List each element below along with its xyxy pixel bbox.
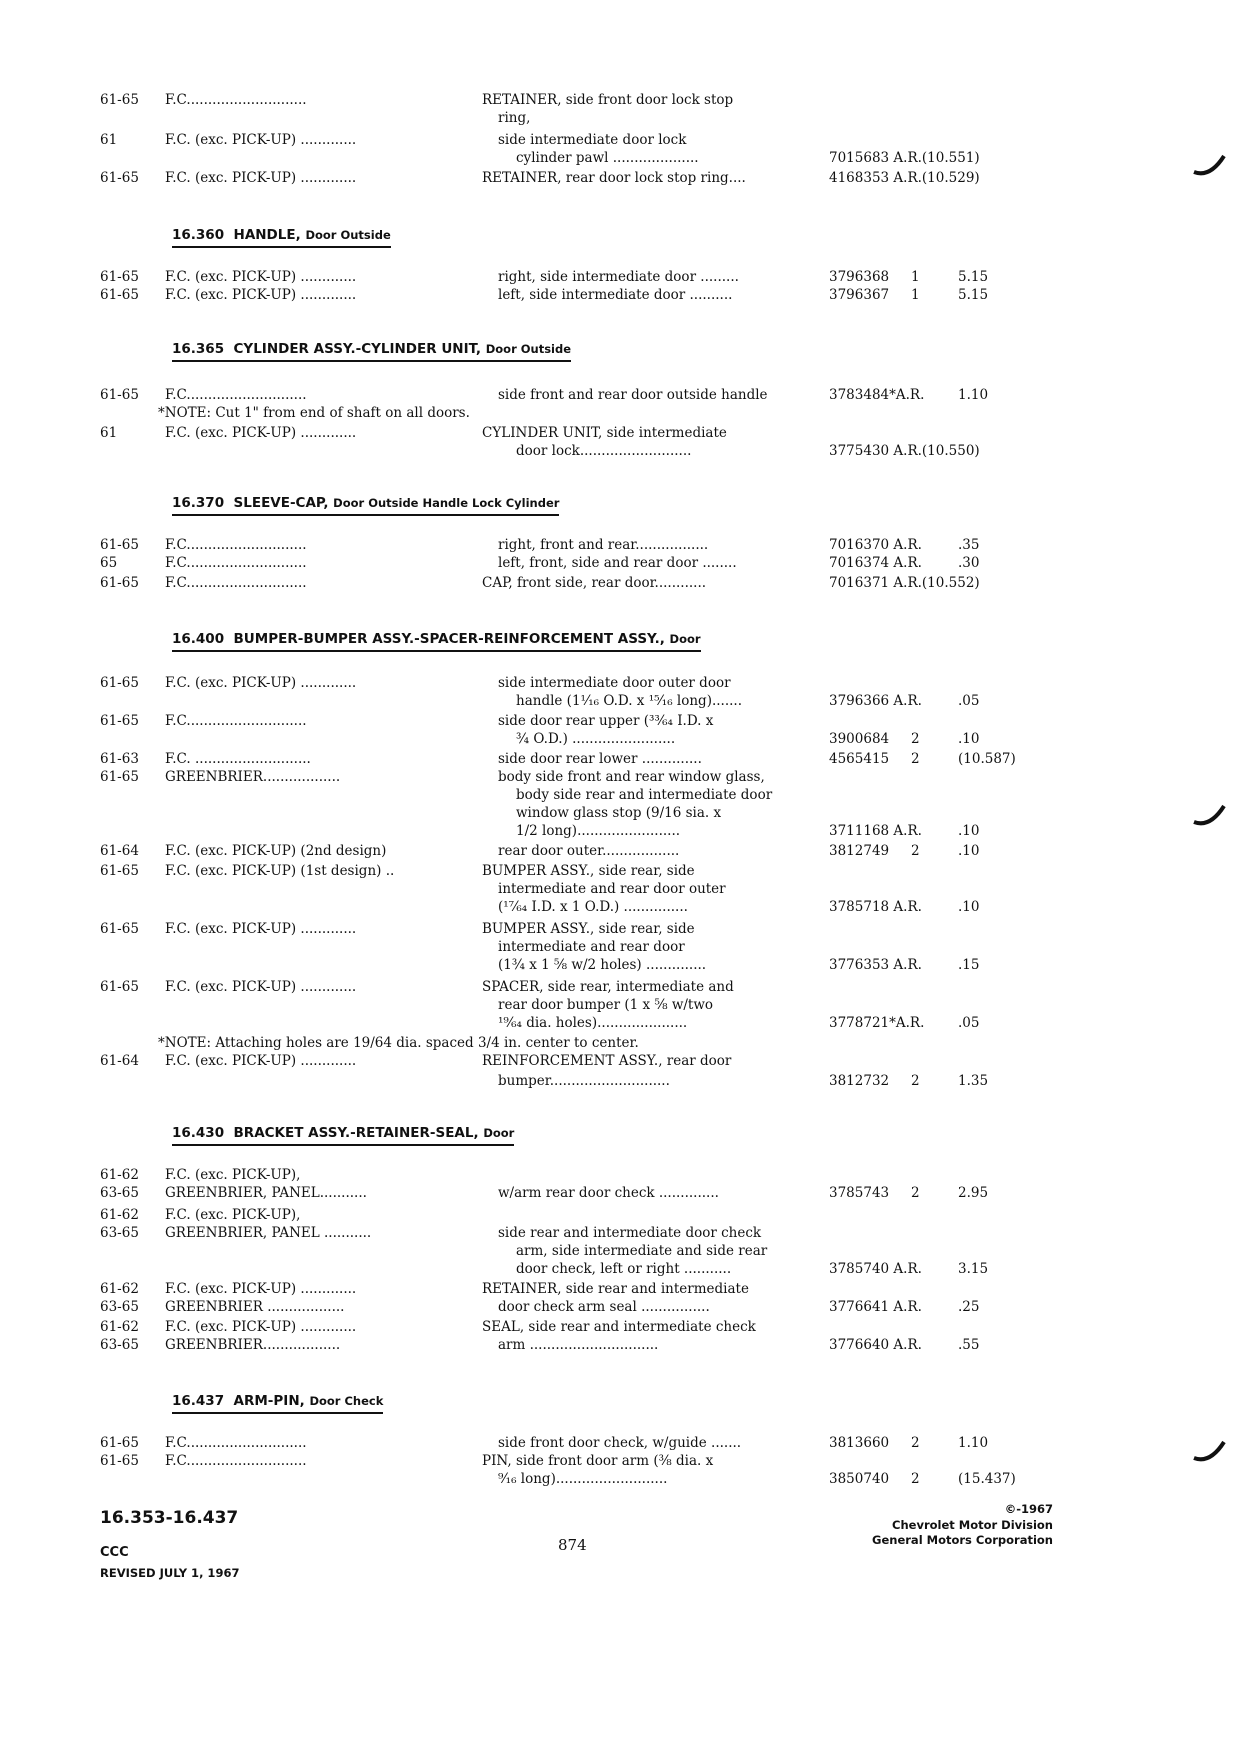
- section-heading: [172, 1392, 383, 1414]
- model-application: F.C............................: [165, 1435, 307, 1451]
- part-description: handle (1¹⁄₁₆ O.D. x ¹⁵⁄₁₆ long).......: [516, 693, 742, 709]
- parts-row: [0, 1242, 1248, 1260]
- section-subtitle: Door Outside Handle Lock Cylinder: [333, 496, 560, 510]
- model-year: 61-65: [100, 979, 139, 995]
- model-year: 61-65: [100, 769, 139, 785]
- section-heading: [172, 494, 559, 516]
- part-number: 3796366 A.R.: [829, 693, 922, 709]
- part-description: side door rear lower ..............: [498, 751, 702, 767]
- model-year: 61-65: [100, 675, 139, 691]
- parts-row: [0, 1206, 1248, 1224]
- part-description: side door rear upper (³³⁄₆₄ I.D. x: [498, 713, 714, 729]
- parts-row: [0, 822, 1248, 840]
- parts-row: [0, 938, 1248, 956]
- parts-row: [0, 786, 1248, 804]
- model-application: F.C. ...........................: [165, 751, 311, 767]
- part-number: 3778721*A.R.: [829, 1015, 925, 1031]
- part-description: PIN, side front door arm (⅜ dia. x: [482, 1453, 714, 1469]
- part-description: intermediate and rear door outer: [498, 881, 726, 897]
- quantity: 1: [911, 269, 920, 285]
- model-year: 63-65: [100, 1185, 139, 1201]
- section-number: 16.360: [172, 227, 225, 243]
- section-heading: [172, 340, 571, 362]
- parts-row: [0, 149, 1248, 167]
- corporation-name: General Motors Corporation: [872, 1533, 1053, 1547]
- section-subtitle: Door Check: [309, 1394, 384, 1408]
- section-title: BRACKET ASSY.-RETAINER-SEAL,: [233, 1125, 479, 1141]
- model-application: F.C. (exc. PICK-UP) .............: [165, 132, 357, 148]
- parts-row: [0, 1336, 1248, 1354]
- price: .25: [958, 1299, 980, 1315]
- parts-row: [0, 1452, 1248, 1470]
- part-number: 3783484*A.R.: [829, 387, 925, 403]
- parts-row: [0, 862, 1248, 880]
- model-application: F.C. (exc. PICK-UP) (1st design) ..: [165, 863, 395, 879]
- part-description: rear door bumper (1 x ⅝ w/two: [498, 997, 714, 1013]
- parts-row: [0, 1318, 1248, 1336]
- parts-row: [0, 730, 1248, 748]
- model-application: F.C. (exc. PICK-UP) .............: [165, 1319, 357, 1335]
- part-description: bumper............................: [498, 1073, 670, 1089]
- parts-row: [0, 1052, 1248, 1070]
- page-number: 874: [558, 1536, 587, 1554]
- parts-row: [0, 386, 1248, 404]
- model-year: 61-65: [100, 537, 139, 553]
- parts-row: [0, 1434, 1248, 1452]
- price: 1.10: [958, 387, 989, 403]
- part-description: left, side intermediate door ..........: [498, 287, 733, 303]
- model-application: F.C............................: [165, 387, 307, 403]
- quantity: 2: [911, 1185, 920, 1201]
- part-number: 3796367: [829, 287, 890, 303]
- section-heading: [172, 630, 701, 652]
- part-description: REINFORCEMENT ASSY., rear door: [482, 1053, 732, 1069]
- model-year: 61-65: [100, 269, 139, 285]
- parts-row: [0, 1034, 1248, 1052]
- part-number: 3776640 A.R.: [829, 1337, 922, 1353]
- copyright: ©-1967: [1004, 1502, 1053, 1516]
- parts-row: [0, 1184, 1248, 1202]
- part-description: 1/2 long)........................: [516, 823, 681, 839]
- model-application: F.C. (exc. PICK-UP) .............: [165, 287, 357, 303]
- part-number: 3900684: [829, 731, 890, 747]
- parts-row: [0, 554, 1248, 572]
- parts-row: [0, 1166, 1248, 1184]
- model-application: GREENBRIER, PANEL...........: [165, 1185, 367, 1201]
- price: .35: [958, 537, 980, 553]
- parts-row: [0, 286, 1248, 304]
- model-year: 61-62: [100, 1167, 139, 1183]
- price: .05: [958, 1015, 980, 1031]
- part-description: side intermediate door outer door: [498, 675, 731, 691]
- model-year: 63-65: [100, 1299, 139, 1315]
- section-subtitle: Door: [483, 1126, 515, 1140]
- part-number: 7016374 A.R.: [829, 555, 922, 571]
- part-description: RETAINER, side front door lock stop: [482, 92, 734, 108]
- model-application: F.C. (exc. PICK-UP) (2nd design): [165, 843, 387, 859]
- model-application: F.C. (exc. PICK-UP) .............: [165, 269, 357, 285]
- model-application: F.C............................: [165, 555, 307, 571]
- model-year: 61-65: [100, 713, 139, 729]
- part-description: door lock..........................: [516, 443, 692, 459]
- parts-row: [0, 169, 1248, 187]
- section-title: HANDLE,: [233, 227, 301, 243]
- model-application: F.C. (exc. PICK-UP) .............: [165, 1053, 357, 1069]
- part-description: BUMPER ASSY., side rear, side: [482, 863, 695, 879]
- model-application: F.C............................: [165, 713, 307, 729]
- model-year: 61-64: [100, 1053, 139, 1069]
- parts-row: [0, 424, 1248, 442]
- part-description: BUMPER ASSY., side rear, side: [482, 921, 695, 937]
- model-year: 61-62: [100, 1319, 139, 1335]
- binder-hole-mark: [1192, 1436, 1228, 1466]
- part-description: body side front and rear window glass,: [498, 769, 765, 785]
- model-year: 61: [100, 425, 118, 441]
- section-heading: [172, 1124, 514, 1146]
- model-application: F.C. (exc. PICK-UP) .............: [165, 979, 357, 995]
- parts-row: [0, 91, 1248, 109]
- section-number: 16.370: [172, 495, 225, 511]
- parts-row: [0, 1014, 1248, 1032]
- parts-row: [0, 750, 1248, 768]
- parts-row: [0, 674, 1248, 692]
- part-description: ⁹⁄₁₆ long)..........................: [498, 1471, 668, 1487]
- model-year: 65: [100, 555, 118, 571]
- model-year: 61-65: [100, 1435, 139, 1451]
- model-application: F.C. (exc. PICK-UP) .............: [165, 675, 357, 691]
- part-description: side rear and intermediate door check: [498, 1225, 762, 1241]
- part-number: 3785718 A.R.: [829, 899, 922, 915]
- part-description: CYLINDER UNIT, side intermediate: [482, 425, 727, 441]
- model-application: GREENBRIER..................: [165, 769, 341, 785]
- parts-row: [0, 574, 1248, 592]
- part-description: door check, left or right ...........: [516, 1261, 732, 1277]
- part-description: CAP, front side, rear door............: [482, 575, 707, 591]
- part-number: 7016371 A.R.(10.552): [829, 575, 980, 591]
- model-application: F.C. (exc. PICK-UP) .............: [165, 425, 357, 441]
- part-description: side front door check, w/guide .......: [498, 1435, 742, 1451]
- price: 5.15: [958, 269, 989, 285]
- parts-row: [0, 1072, 1248, 1090]
- part-description: arm, side intermediate and side rear: [516, 1243, 768, 1259]
- parts-row: [0, 404, 1248, 422]
- parts-row: [0, 1260, 1248, 1278]
- note-text: *NOTE: Attaching holes are 19/64 dia. spaced 3/4 in. center to center.: [158, 1035, 639, 1051]
- price: .05: [958, 693, 980, 709]
- model-application: F.C............................: [165, 575, 307, 591]
- parts-row: [0, 996, 1248, 1014]
- model-application: F.C............................: [165, 1453, 307, 1469]
- section-range: 16.353-16.437: [100, 1508, 239, 1528]
- model-application: F.C. (exc. PICK-UP),: [165, 1207, 301, 1223]
- section-title: SLEEVE-CAP,: [233, 495, 329, 511]
- quantity: 2: [911, 843, 920, 859]
- parts-row: [0, 842, 1248, 860]
- part-description: body side rear and intermediate door: [516, 787, 773, 803]
- section-number: 16.437: [172, 1393, 225, 1409]
- part-description: ring,: [498, 110, 531, 126]
- part-number: 3785740 A.R.: [829, 1261, 922, 1277]
- model-year: 61-65: [100, 92, 139, 108]
- parts-row: [0, 920, 1248, 938]
- revision-date: REVISED JULY 1, 1967: [100, 1566, 240, 1580]
- parts-row: [0, 712, 1248, 730]
- quantity: 1: [911, 287, 920, 303]
- model-year: 61-65: [100, 575, 139, 591]
- section-title: CYLINDER ASSY.-CYLINDER UNIT,: [233, 341, 482, 357]
- part-number: 3776641 A.R.: [829, 1299, 922, 1315]
- model-year: 63-65: [100, 1225, 139, 1241]
- part-description: SPACER, side rear, intermediate and: [482, 979, 734, 995]
- section-title: ARM-PIN,: [233, 1393, 305, 1409]
- quantity: 2: [911, 1435, 920, 1451]
- parts-row: [0, 880, 1248, 898]
- parts-row: [0, 442, 1248, 460]
- model-application: GREENBRIER ..................: [165, 1299, 345, 1315]
- price: 1.10: [958, 1435, 989, 1451]
- part-description: (1¾ x 1 ⅝ w/2 holes) ..............: [498, 957, 707, 973]
- parts-row: [0, 268, 1248, 286]
- parts-row: [0, 978, 1248, 996]
- price: .10: [958, 843, 980, 859]
- quantity: 2: [911, 731, 920, 747]
- model-year: 61-65: [100, 387, 139, 403]
- section-subtitle: Door Outside: [485, 342, 572, 356]
- part-number: 7016370 A.R.: [829, 537, 922, 553]
- model-year: 61: [100, 132, 118, 148]
- part-number: 3776353 A.R.: [829, 957, 922, 973]
- part-number: 4168353 A.R.(10.529): [829, 170, 980, 186]
- division-name: Chevrolet Motor Division: [892, 1518, 1053, 1532]
- part-number: 3785743: [829, 1185, 890, 1201]
- part-description: ¾ O.D.) ........................: [516, 731, 676, 747]
- section-number: 16.430: [172, 1125, 225, 1141]
- price: .15: [958, 957, 980, 973]
- parts-row: [0, 692, 1248, 710]
- part-description: intermediate and rear door: [498, 939, 685, 955]
- part-description: w/arm rear door check ..............: [498, 1185, 719, 1201]
- part-number: 3813660: [829, 1435, 890, 1451]
- section-number: 16.365: [172, 341, 225, 357]
- model-year: 61-64: [100, 843, 139, 859]
- model-application: F.C............................: [165, 537, 307, 553]
- parts-row: [0, 1280, 1248, 1298]
- price: (10.587): [958, 751, 1016, 767]
- quantity: 2: [911, 1471, 920, 1487]
- section-number: 16.400: [172, 631, 225, 647]
- price: .55: [958, 1337, 980, 1353]
- price: .10: [958, 823, 980, 839]
- model-year: 61-65: [100, 287, 139, 303]
- section-subtitle: Door: [669, 632, 701, 646]
- model-year: 61-65: [100, 863, 139, 879]
- model-application: GREENBRIER..................: [165, 1337, 341, 1353]
- part-description: SEAL, side rear and intermediate check: [482, 1319, 756, 1335]
- parts-row: [0, 956, 1248, 974]
- parts-row: [0, 1470, 1248, 1488]
- model-year: 63-65: [100, 1337, 139, 1353]
- parts-row: [0, 1298, 1248, 1316]
- parts-row: [0, 1224, 1248, 1242]
- part-description: ¹⁹⁄₆₄ dia. holes).....................: [498, 1015, 688, 1031]
- price: 5.15: [958, 287, 989, 303]
- price: .10: [958, 731, 980, 747]
- price: 3.15: [958, 1261, 989, 1277]
- part-description: right, front and rear.................: [498, 537, 709, 553]
- model-application: F.C. (exc. PICK-UP) .............: [165, 1281, 357, 1297]
- price: 2.95: [958, 1185, 989, 1201]
- model-year: 61-65: [100, 1453, 139, 1469]
- model-application: F.C. (exc. PICK-UP) .............: [165, 170, 357, 186]
- model-application: F.C. (exc. PICK-UP),: [165, 1167, 301, 1183]
- model-application: F.C. (exc. PICK-UP) .............: [165, 921, 357, 937]
- binder-hole-mark: [1192, 150, 1228, 180]
- part-number: 3775430 A.R.(10.550): [829, 443, 980, 459]
- model-year: 61-65: [100, 921, 139, 937]
- section-heading: [172, 226, 391, 248]
- part-number: 3711168 A.R.: [829, 823, 922, 839]
- part-number: 4565415: [829, 751, 890, 767]
- quantity: 2: [911, 1073, 920, 1089]
- price: .30: [958, 555, 980, 571]
- price: 1.35: [958, 1073, 989, 1089]
- binder-hole-mark: [1192, 800, 1228, 830]
- model-year: 61-62: [100, 1281, 139, 1297]
- part-description: cylinder pawl ....................: [516, 150, 699, 166]
- model-year: 61-65: [100, 170, 139, 186]
- price: .10: [958, 899, 980, 915]
- parts-row: [0, 536, 1248, 554]
- part-description: RETAINER, rear door lock stop ring....: [482, 170, 746, 186]
- model-application: GREENBRIER, PANEL ...........: [165, 1225, 372, 1241]
- part-description: door check arm seal ................: [498, 1299, 710, 1315]
- part-number: 3812749: [829, 843, 890, 859]
- part-description: (¹⁷⁄₆₄ I.D. x 1 O.D.) ...............: [498, 899, 688, 915]
- model-application: F.C............................: [165, 92, 307, 108]
- model-year: 61-62: [100, 1207, 139, 1223]
- footer-code: CCC: [100, 1545, 129, 1560]
- parts-row: [0, 804, 1248, 822]
- price: (15.437): [958, 1471, 1016, 1487]
- parts-row: [0, 768, 1248, 786]
- parts-row: [0, 898, 1248, 916]
- part-description: rear door outer..................: [498, 843, 680, 859]
- quantity: 2: [911, 751, 920, 767]
- note-text: *NOTE: Cut 1" from end of shaft on all doors.: [158, 405, 470, 421]
- part-number: 3796368: [829, 269, 890, 285]
- part-description: side intermediate door lock: [498, 132, 687, 148]
- part-description: right, side intermediate door .........: [498, 269, 739, 285]
- part-number: 3812732: [829, 1073, 890, 1089]
- section-title: BUMPER-BUMPER ASSY.-SPACER-REINFORCEMENT ASSY.,: [233, 631, 665, 647]
- parts-row: [0, 109, 1248, 127]
- part-number: 3850740: [829, 1471, 890, 1487]
- part-description: window glass stop (9/16 sia. x: [516, 805, 722, 821]
- part-description: left, front, side and rear door ........: [498, 555, 737, 571]
- section-subtitle: Door Outside: [305, 228, 391, 242]
- parts-row: [0, 131, 1248, 149]
- part-description: side front and rear door outside handle: [498, 387, 768, 403]
- part-number: 7015683 A.R.(10.551): [829, 150, 980, 166]
- part-description: RETAINER, side rear and intermediate: [482, 1281, 749, 1297]
- part-description: arm ..............................: [498, 1337, 659, 1353]
- model-year: 61-63: [100, 751, 139, 767]
